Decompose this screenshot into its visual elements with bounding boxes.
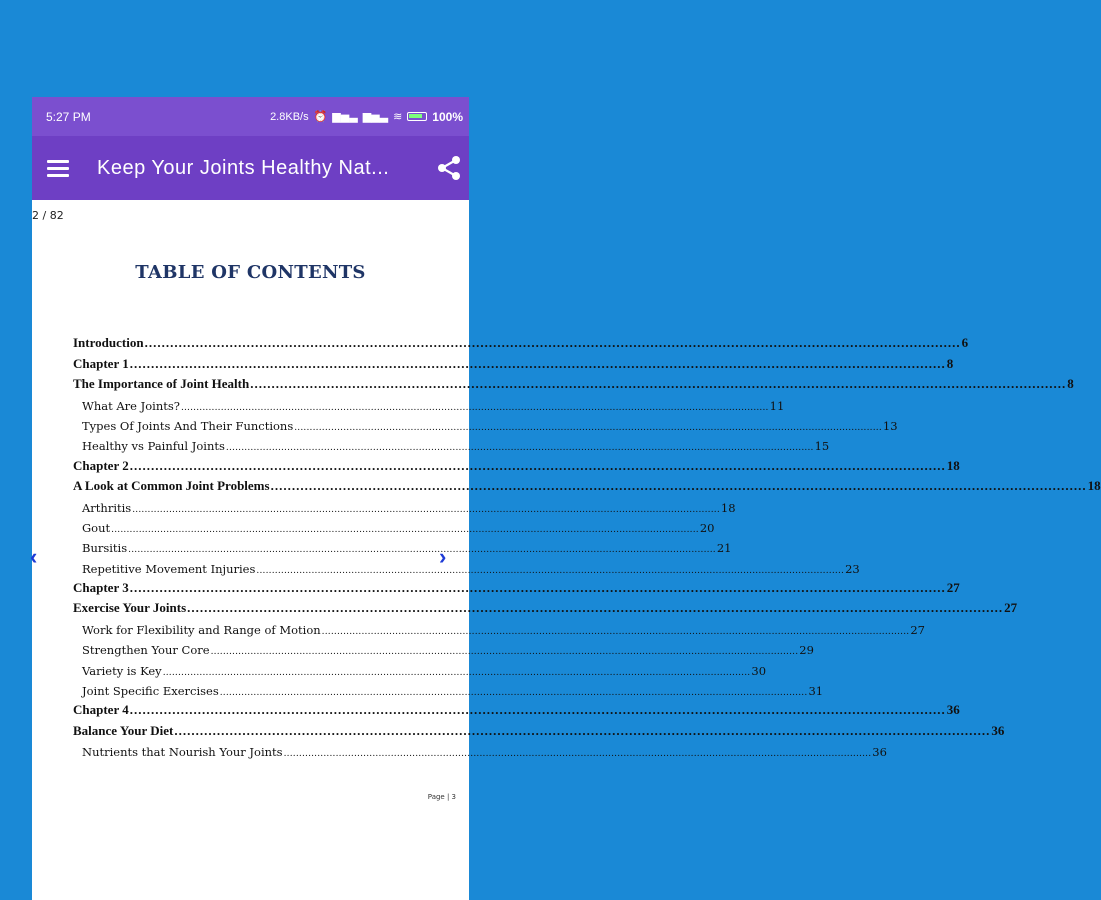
toc-entry[interactable] [73,474,1101,494]
toc-entry-label: Chapter 2 [73,457,129,473]
toc-leader-dots [187,600,1003,616]
toc-leader-dots [294,423,882,433]
toc-leader-dots [130,702,946,718]
toc-entry-page: 30 [751,663,767,678]
toc-leader-dots [163,668,751,678]
toc-entry-page: 8 [946,355,954,371]
toc-entry-page: 23 [845,561,860,576]
toc-entry-page: 18 [720,500,736,515]
toc-entry-label: Bursitis [82,541,128,556]
toc-leader-dots [322,627,910,637]
toc-leader-dots [220,688,808,698]
toc-entry-page: 18 [946,457,960,473]
toc-entry[interactable] [73,535,732,556]
toc-entry-page: 29 [799,643,814,658]
toc-leader-dots [130,356,946,372]
toc-entry[interactable] [73,515,715,535]
toc-entry[interactable] [73,596,1018,616]
toc-entry[interactable] [73,433,830,454]
toc-entry-label: The Importance of Joint Health [73,376,250,392]
toc-entry-page: 36 [946,702,960,718]
toc-entry-label: Arthritis [82,500,132,515]
toc-leader-dots [145,335,961,351]
prev-page-arrow[interactable]: ‹ [30,544,38,569]
toc-leader-dots [271,478,1087,494]
toc-entry-label: Nutrients that Nourish Your Joints [82,745,283,760]
toc-leader-dots [132,505,720,515]
toc-entry[interactable] [73,739,887,760]
toc-entry-label: Healthy vs Painful Joints [82,439,225,454]
toc-entry-label: Balance Your Diet [73,722,174,738]
toc-entry-label: Chapter 4 [73,702,129,718]
toc-entry-label: Introduction [73,335,144,351]
toc-entry-label: Variety is Key [82,663,162,678]
toc-leader-dots [174,723,990,739]
toc-entry[interactable] [73,637,814,658]
toc-entry-label: Chapter 3 [73,580,129,596]
toc-entry-label: A Look at Common Joint Problems [73,478,270,494]
toc-entry[interactable] [73,372,1074,392]
toc-entry[interactable] [73,576,960,596]
alarm-icon: ⏰ [313,111,328,123]
next-page-arrow[interactable]: › [439,544,447,569]
page-counter: 2 / 82 [32,209,64,222]
toc-entry[interactable] [73,698,960,718]
toc-entry-label: Work for Flexibility and Range of Motion [82,622,321,637]
toc-leader-dots [284,749,872,759]
toc-entry-page: 27 [946,580,960,596]
toc-entry[interactable] [73,555,860,576]
document-title: Keep Your Joints Healthy Nat... [97,156,390,179]
toc-entry[interactable] [73,413,898,433]
toc-entry-page: 8 [1067,376,1074,392]
toc-entry-page: 20 [699,520,715,535]
toc-entry-page: 13 [882,418,898,433]
toc-entry[interactable] [73,657,767,678]
status-time: 5:27 PM [46,109,91,124]
toc-leader-dots [128,545,716,555]
toc-entry[interactable] [73,494,736,515]
share-icon[interactable] [435,154,463,182]
wifi-icon: ≋ [393,111,403,123]
toc-entry-label: Repetitive Movement Injuries [82,561,256,576]
app-toolbar [32,136,469,200]
battery-level: 100% [432,109,463,124]
toc-entry-page: 27 [1004,600,1018,616]
sim2-signal-icon: ▆▅▃ [362,111,389,123]
toc-heading: TABLE OF CONTENTS [135,262,366,283]
toc-entry-page: 11 [769,398,785,413]
toc-entry-page: 18 [1087,478,1101,494]
toc-entry-label: Strengthen Your Core [82,643,210,658]
toc-entry-page: 31 [808,684,824,699]
toc-entry-label: What Are Joints? [82,398,180,413]
toc-entry-label: Types Of Joints And Their Functions [82,418,294,433]
net-speed: 2.8KB/s [270,110,309,123]
toc-entry[interactable] [73,351,954,371]
toc-entry-label: Exercise Your Joints [73,600,187,616]
toc-entry-page: 6 [961,335,969,351]
toc-entry-page: 27 [910,622,925,637]
toc-leader-dots [256,566,844,576]
toc-leader-dots [181,403,769,413]
battery-icon [407,112,427,121]
toc-entry[interactable] [73,678,824,699]
toc-leader-dots [250,376,1066,392]
toc-entry-page: 21 [716,541,732,556]
status-icons [270,110,463,124]
toc-leader-dots [226,443,814,453]
toc-entry[interactable] [73,616,925,637]
toc-entry-page: 36 [991,722,1005,738]
phone-screen [30,97,1101,900]
hamburger-menu-icon[interactable] [47,156,69,181]
table-of-contents [73,331,1101,760]
sim1-signal-icon: ▆▅▃ [332,111,358,123]
toc-entry[interactable] [73,331,969,351]
status-bar [32,97,469,136]
toc-entry-label: Joint Specific Exercises [82,684,219,699]
toc-entry-page: 15 [814,439,830,454]
toc-entry-label: Chapter 1 [73,355,129,371]
toc-entry[interactable] [73,718,1005,738]
toc-entry-label: Gout [82,520,111,535]
toc-leader-dots [111,525,699,535]
toc-entry-page: 36 [872,745,887,760]
toc-entry[interactable] [73,392,785,413]
toc-leader-dots [130,458,946,474]
toc-leader-dots [130,580,946,596]
toc-leader-dots [211,647,799,657]
toc-entry[interactable] [73,453,960,473]
page-footer: Page | 3 [427,793,456,801]
